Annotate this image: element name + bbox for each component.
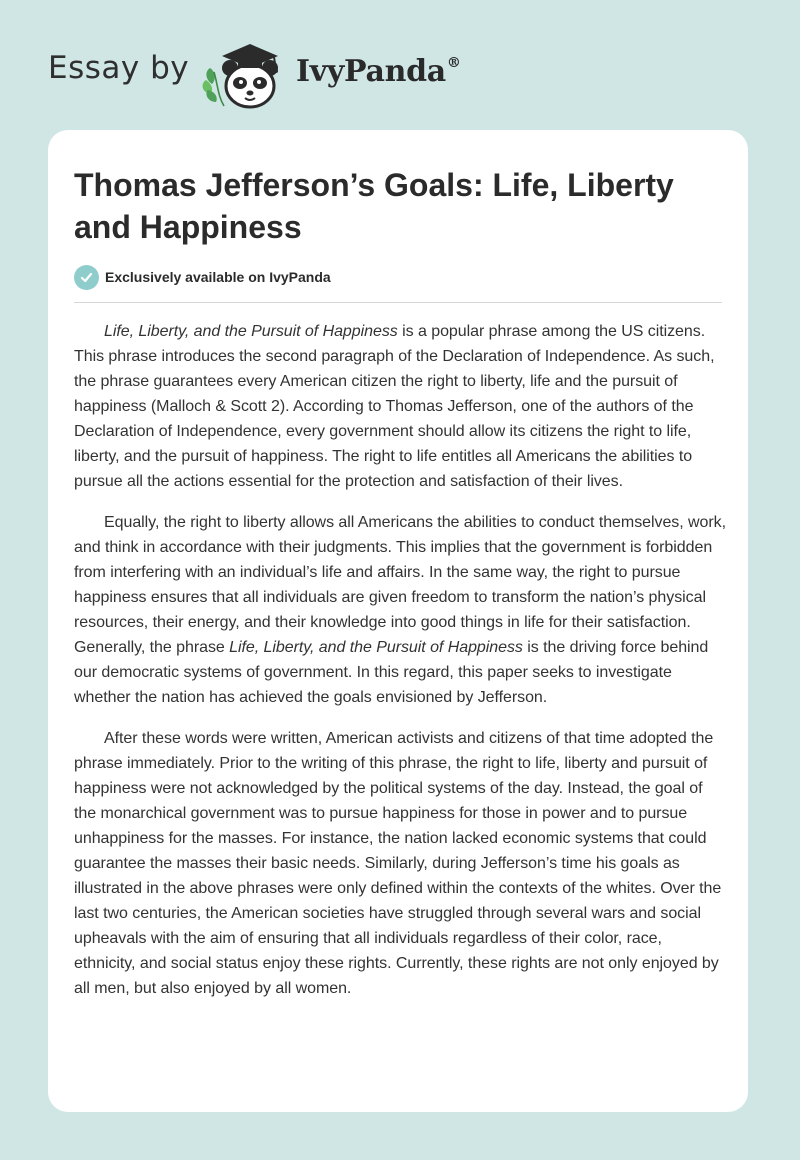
paragraph-3: After these words were written, American activists and citizens of that time adopted the phrase immediately. Prior to the writing of this phrase, the right to life, liberty and pursuit of happiness were not acknowledged by the political systems of the day. Instead, the goal of the monarchical government was to pursue happiness for those in power and to pursue unhappiness for the masses. For instance, the nation lacked economic systems that could guarantee the masses their basic needs. Similarly, during Jefferson’s time his goals as illustrated in the above phrases were only defined within the contexts of the whites. Over the last two centuries, the American societies have struggled through several wars and social upheavals with the aim of ensuring that all individuals regardless of their color, race, ethnicity, and social status enjoy these rights. Currently, these rights are not only enjoyed by all men, but also enjoyed by all women. bbox=[74, 730, 722, 997]
essay-card bbox=[48, 130, 748, 1112]
paragraph-1-text: is a popular phrase among the US citizens. This phrase introduces the second paragraph of the Declaration of Independence. As such, the phrase guarantees every American citizen the right to liberty, life and the pursuit of happiness (Malloch & Scott 2). According to Thomas Jefferson, one of the authors of the Declaration of Independence, every government should allow its citizens the right to life, liberty, and the pursuit of happiness. The right to life entitles all Americans the abilities to pursue all the actions essential for the protection and satisfaction of their lives. bbox=[74, 323, 715, 490]
essay-body bbox=[74, 319, 726, 1017]
check-icon bbox=[74, 265, 99, 290]
essay-by-label: Essay by bbox=[48, 50, 190, 86]
paragraph-2-text-before: Equally, the right to liberty allows all Americans the abilities to conduct themselves, work, and think in accordance with their judgments. This implies that the government is forbidden from interfering with an individual’s life and affairs. In the same way, the right to pursue happiness ensures that all individuals are given freedom to transform the nation’s physical resources, their energy, and their knowledge into good things in life for their satisfaction. Generally, the phrase bbox=[74, 514, 727, 656]
brand-text: IvyPanda bbox=[296, 54, 446, 89]
paragraph-2 bbox=[74, 510, 726, 710]
registered-mark: ® bbox=[446, 55, 461, 71]
paragraph-2-italic: Life, Liberty, and the Pursuit of Happiness bbox=[229, 639, 523, 656]
site-header bbox=[0, 0, 800, 130]
essay-title: Thomas Jefferson’s Goals: Life, Liberty and Happiness bbox=[74, 167, 674, 245]
exclusive-badge bbox=[74, 264, 331, 290]
paragraph-1 bbox=[74, 319, 726, 494]
paragraph-1-italic: Life, Liberty, and the Pursuit of Happiness bbox=[104, 323, 398, 340]
divider bbox=[74, 302, 722, 303]
ivypanda-logo-icon[interactable] bbox=[200, 36, 292, 110]
paragraph-2-text-after: is the driving force behind our democratic systems of government. In this regard, this paper seeks to investigate whether the nation has achieved the goals envisioned by Jefferson. bbox=[74, 639, 709, 706]
brand-name[interactable] bbox=[296, 54, 461, 89]
ivy-leaves-icon bbox=[203, 68, 224, 106]
badge-label: Exclusively available on IvyPanda bbox=[105, 269, 331, 285]
